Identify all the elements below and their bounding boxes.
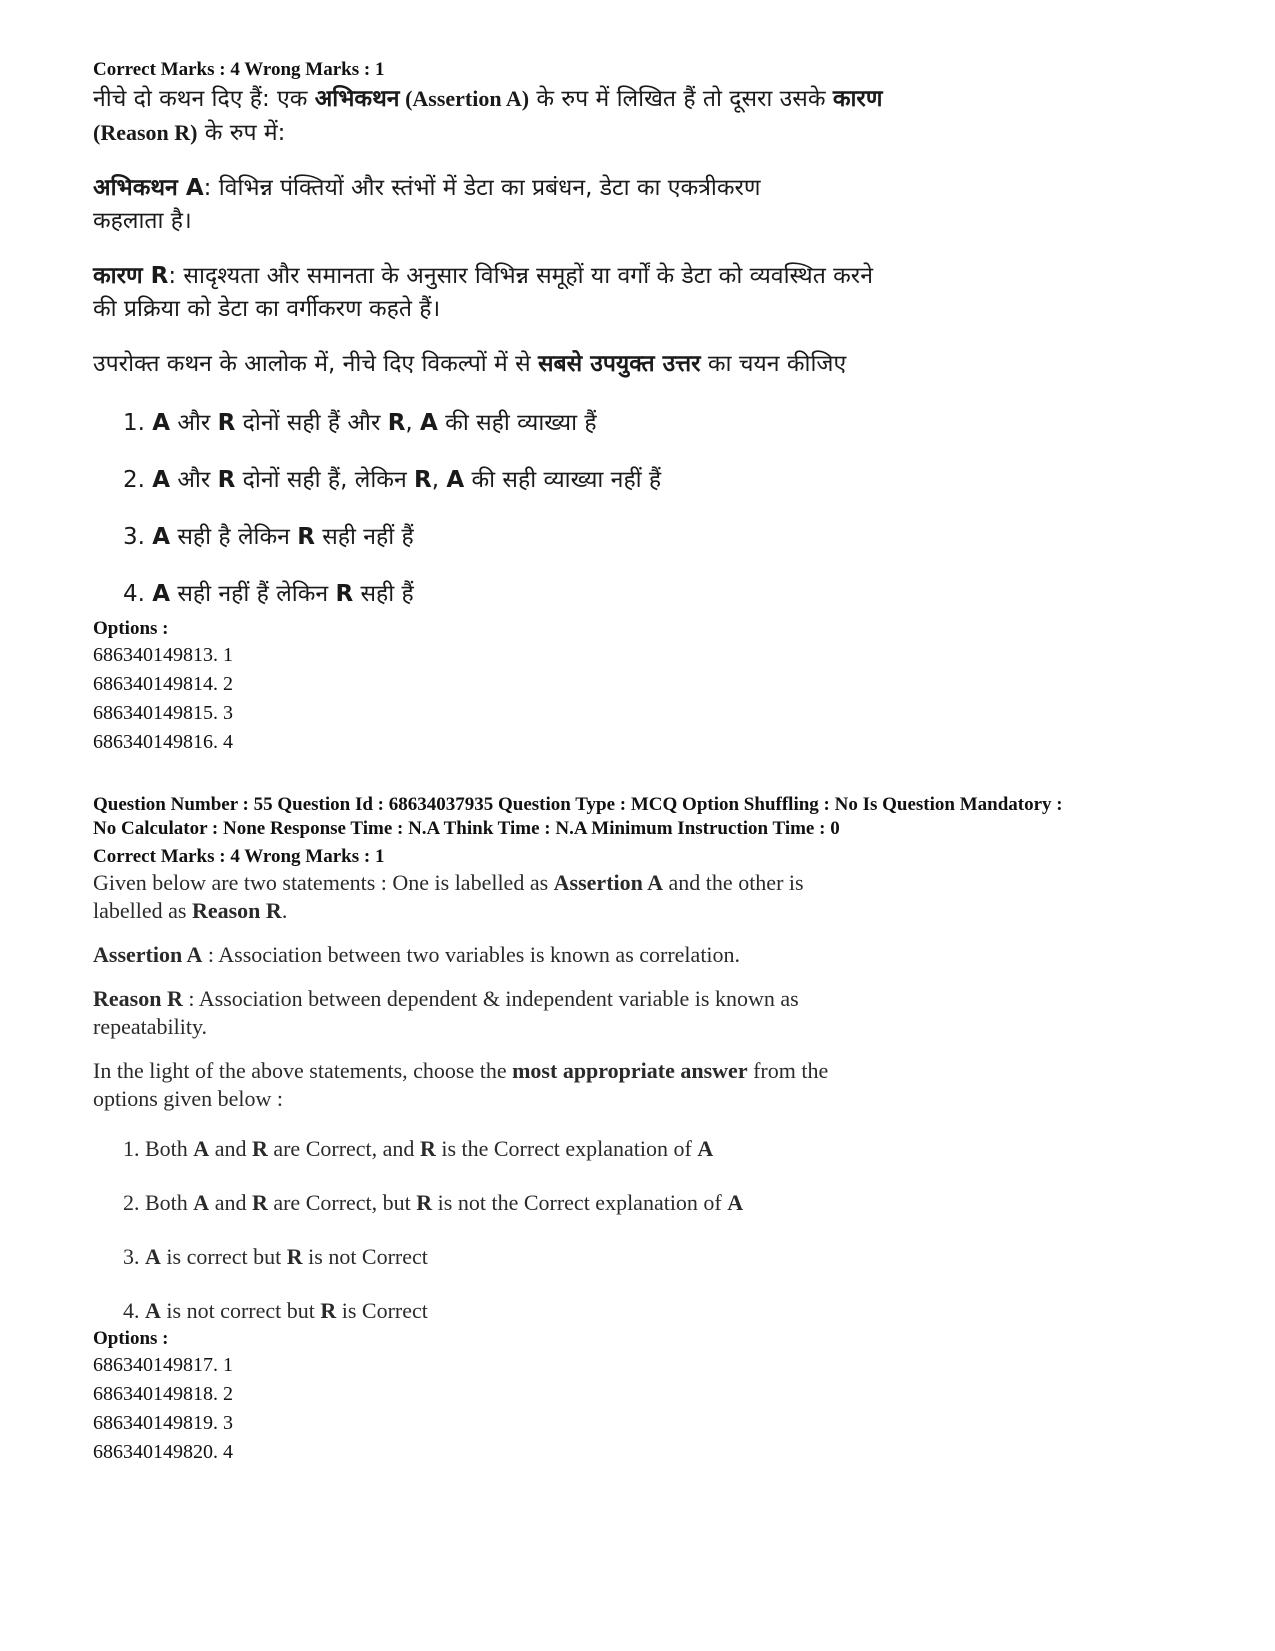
option-ids <box>93 641 1203 757</box>
answer-choice: 4. A सही नहीं हैं लेकिन R सही हैं <box>123 581 414 607</box>
options-label: Options : <box>93 618 169 639</box>
marks-line: Correct Marks : 4 Wrong Marks : 1 <box>93 846 385 867</box>
option-id: 686340149820. 4 <box>93 1441 233 1463</box>
option-id: 686340149817. 1 <box>93 1354 233 1376</box>
reason-statement: कारण R: सादृश्यता और समानता के अनुसार विभिन्न समूहों या वर्गों के डेटा को व्यवस्थित करने की प्रक्रिया को डेटा का वर्गीकरण कहते हैं। <box>93 263 873 322</box>
assertion-label: Assertion A <box>93 942 203 967</box>
reason-label: कारण R <box>93 263 169 289</box>
marks-line: Correct Marks : 4 Wrong Marks : 1 <box>93 59 385 80</box>
answer-choices <box>93 1135 1203 1325</box>
option-id: 686340149819. 3 <box>93 1412 233 1434</box>
option-id: 686340149815. 3 <box>93 702 233 724</box>
assertion-statement: अभिकथन A: विभिन्न पंक्तियों और स्तंभों में डेटा का प्रबंधन, डेटा का एकत्रीकरण कहलाता है। <box>93 175 761 234</box>
option-ids <box>93 1351 1203 1467</box>
question-54 <box>93 58 1203 757</box>
options-label: Options : <box>93 1328 169 1349</box>
answer-choice: 1. A और R दोनों सही हैं और R, A की सही व्याख्या हैं <box>123 410 597 436</box>
option-id: 686340149816. 4 <box>93 731 233 753</box>
assertion-label: अभिकथन A <box>93 175 204 201</box>
answer-choice: 4. A is not correct but R is Correct <box>123 1298 428 1323</box>
option-id: 686340149813. 1 <box>93 644 233 666</box>
question-header: Question Number : 55 Question Id : 68634037935 Question Type : MCQ Option Shuffling : No Is Question Mandatory : No Calculator : None Response Time : N.A Think Time : N.A Minimum Instruction Time : 0 <box>93 794 1063 839</box>
answer-choice: 1. Both A and R are Correct, and R is the Correct explanation of A <box>123 1136 714 1161</box>
answer-choice: 2. Both A and R are Correct, but R is not the Correct explanation of A <box>123 1190 744 1215</box>
answer-choice: 3. A सही है लेकिन R सही नहीं हैं <box>123 524 414 550</box>
reason-label: Reason R <box>93 986 183 1011</box>
option-id: 686340149818. 2 <box>93 1383 233 1405</box>
question-intro: Given below are two statements : One is labelled as Assertion A and the other is labelled as Reason R. <box>93 870 804 923</box>
option-id: 686340149814. 2 <box>93 673 233 695</box>
reason-statement: Reason R : Association between dependent & independent variable is known as repeatability. <box>93 986 799 1039</box>
question-instruction: उपरोक्त कथन के आलोक में, नीचे दिए विकल्पों में से सबसे उपयुक्त उत्तर का चयन कीजिए <box>93 351 847 377</box>
answer-choice: 3. A is correct but R is not Correct <box>123 1244 428 1269</box>
answer-choice: 2. A और R दोनों सही हैं, लेकिन R, A की सही व्याख्या नहीं हैं <box>123 467 662 493</box>
question-intro: नीचे दो कथन दिए हैं: एक अभिकथन (Assertion A) के रुप में लिखित हैं तो दूसरा उसके कारण (Reason R) के रुप में: <box>93 86 883 146</box>
answer-choices <box>93 407 1203 611</box>
exam-page <box>93 58 1203 1467</box>
assertion-statement: Assertion A : Association between two variables is known as correlation. <box>93 942 741 967</box>
question-55 <box>93 793 1203 1467</box>
question-instruction: In the light of the above statements, choose the most appropriate answer from the options given below : <box>93 1058 829 1111</box>
